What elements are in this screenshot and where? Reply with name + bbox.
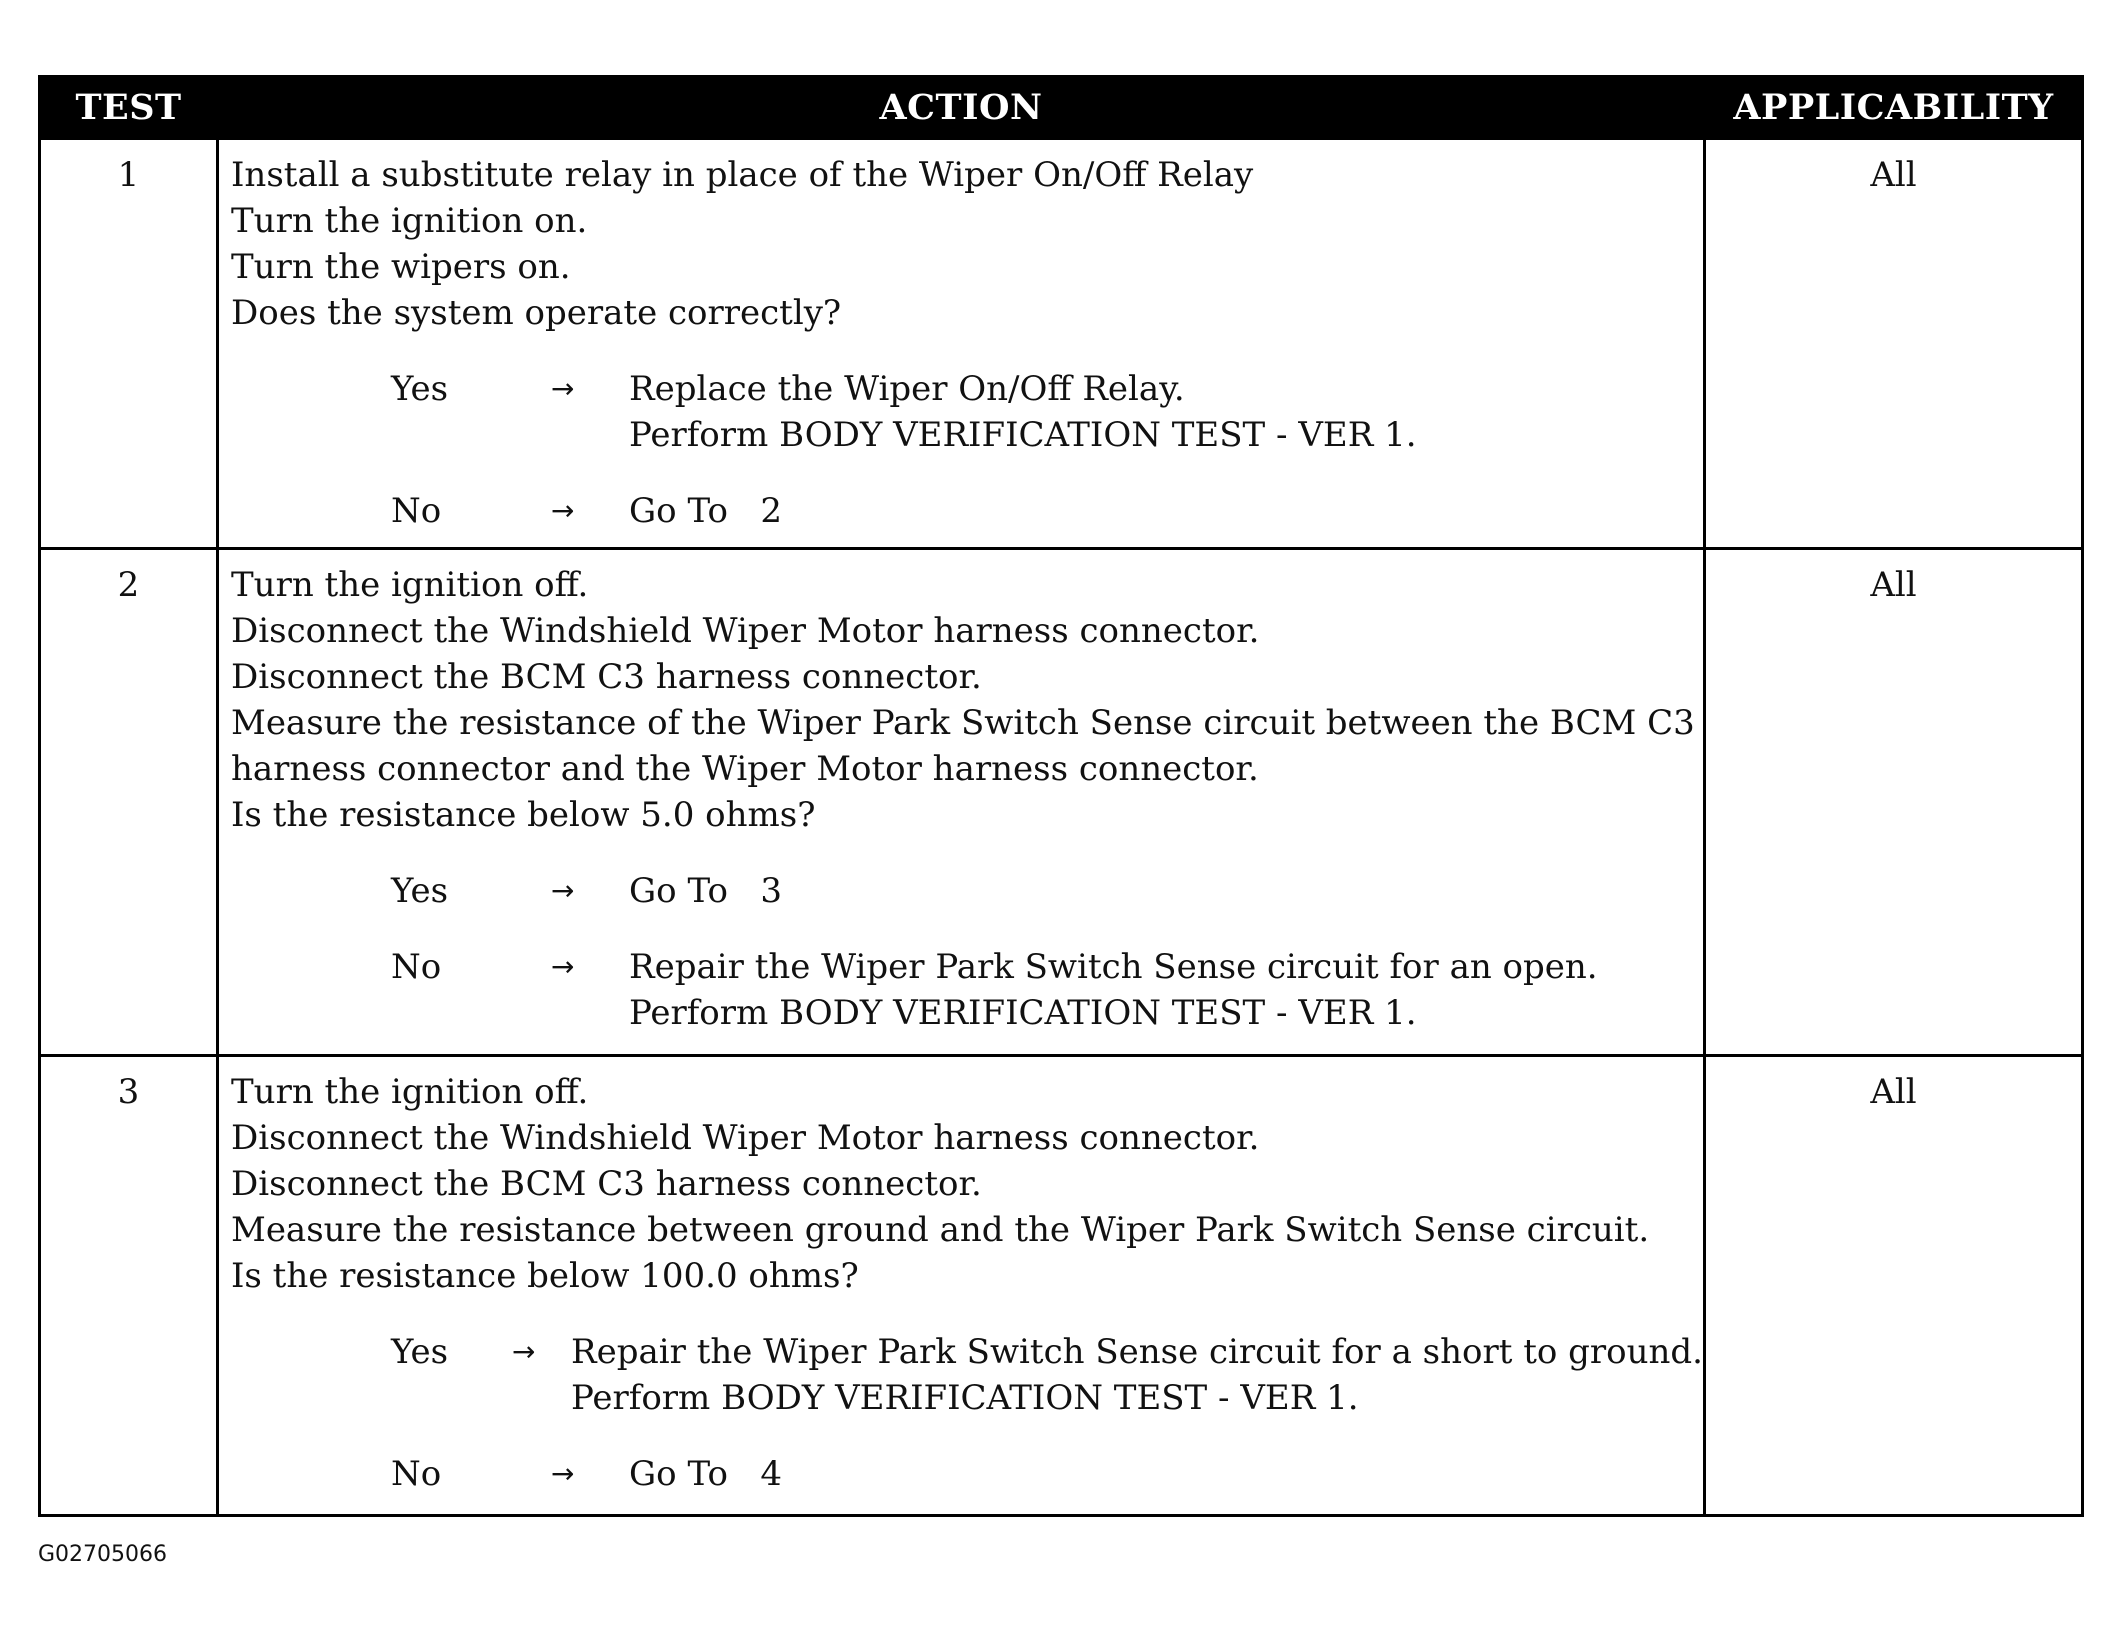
yes-outcome [231, 366, 1703, 458]
header-test: TEST [40, 77, 218, 139]
header-row [40, 77, 2083, 139]
yes-label: Yes [391, 1332, 449, 1372]
right-arrow-icon: → [551, 874, 575, 907]
action-step: Install a substitute relay in place of the Wiper On/Off Relay [231, 155, 1254, 195]
no-result [629, 944, 1703, 1036]
no-outcome [231, 488, 1703, 534]
action-step: Turn the ignition off. [231, 565, 589, 605]
yes-outcome [231, 868, 1703, 914]
header-action: ACTION [218, 77, 1705, 139]
right-arrow-icon: → [551, 494, 575, 527]
no-result [629, 488, 1703, 534]
figure-code: G02705066 [38, 1542, 168, 1567]
result-line: Go To 2 [629, 491, 782, 531]
action-step: Is the resistance below 5.0 ohms? [231, 795, 816, 835]
yes-outcome [231, 1329, 1703, 1421]
header-applicability: APPLICABILITY [1705, 77, 2083, 139]
right-arrow-icon: → [551, 1457, 575, 1490]
test-number: 3 [40, 1056, 218, 1516]
table-row [40, 139, 2083, 549]
action-step: Does the system operate correctly? [231, 293, 842, 333]
result-line: Go To 4 [629, 1454, 782, 1494]
action-step: Turn the ignition on. [231, 201, 588, 241]
no-outcome [231, 944, 1703, 1036]
action-step: harness connector and the Wiper Motor harness connector. [231, 749, 1259, 789]
action-step: Is the resistance below 100.0 ohms? [231, 1256, 859, 1296]
result-line: Repair the Wiper Park Switch Sense circuit for a short to ground. [571, 1332, 1703, 1372]
yes-label: Yes [391, 871, 449, 911]
yes-label: Yes [391, 369, 449, 409]
result-line: Perform BODY VERIFICATION TEST - VER 1. [571, 1378, 1359, 1418]
no-label: No [391, 947, 442, 987]
table-body [40, 139, 2083, 1516]
table-row [40, 1056, 2083, 1516]
table-row [40, 549, 2083, 1056]
yes-result [571, 1329, 1703, 1421]
right-arrow-icon: → [551, 950, 575, 983]
action-step: Measure the resistance of the Wiper Park Switch Sense circuit between the BCM C3 [231, 703, 1695, 743]
action-step: Turn the wipers on. [231, 247, 571, 287]
action-cell [218, 549, 1705, 1056]
applicability-value: All [1705, 139, 2083, 549]
no-result [629, 1451, 1703, 1497]
result-line: Go To 3 [629, 871, 782, 911]
right-arrow-icon: → [551, 372, 575, 405]
result-line: Perform BODY VERIFICATION TEST - VER 1. [629, 415, 1417, 455]
no-label: No [391, 1454, 442, 1494]
action-step: Disconnect the BCM C3 harness connector. [231, 1164, 982, 1204]
yes-result [629, 868, 1703, 914]
diagnostic-test-table [38, 75, 2084, 1517]
action-step: Disconnect the BCM C3 harness connector. [231, 657, 982, 697]
table-header [40, 77, 2083, 139]
action-cell [218, 139, 1705, 549]
result-line: Perform BODY VERIFICATION TEST - VER 1. [629, 993, 1417, 1033]
test-number: 1 [40, 139, 218, 549]
action-cell [218, 1056, 1705, 1516]
applicability-value: All [1705, 1056, 2083, 1516]
result-line: Replace the Wiper On/Off Relay. [629, 369, 1185, 409]
result-line: Repair the Wiper Park Switch Sense circuit for an open. [629, 947, 1598, 987]
action-step: Disconnect the Windshield Wiper Motor harness connector. [231, 1118, 1260, 1158]
action-step: Turn the ignition off. [231, 1072, 589, 1112]
applicability-value: All [1705, 549, 2083, 1056]
action-step: Measure the resistance between ground and the Wiper Park Switch Sense circuit. [231, 1210, 1650, 1250]
yes-result [629, 366, 1703, 458]
right-arrow-icon: → [512, 1335, 536, 1368]
no-label: No [391, 491, 442, 531]
no-outcome [231, 1451, 1703, 1497]
test-number: 2 [40, 549, 218, 1056]
action-step: Disconnect the Windshield Wiper Motor harness connector. [231, 611, 1260, 651]
